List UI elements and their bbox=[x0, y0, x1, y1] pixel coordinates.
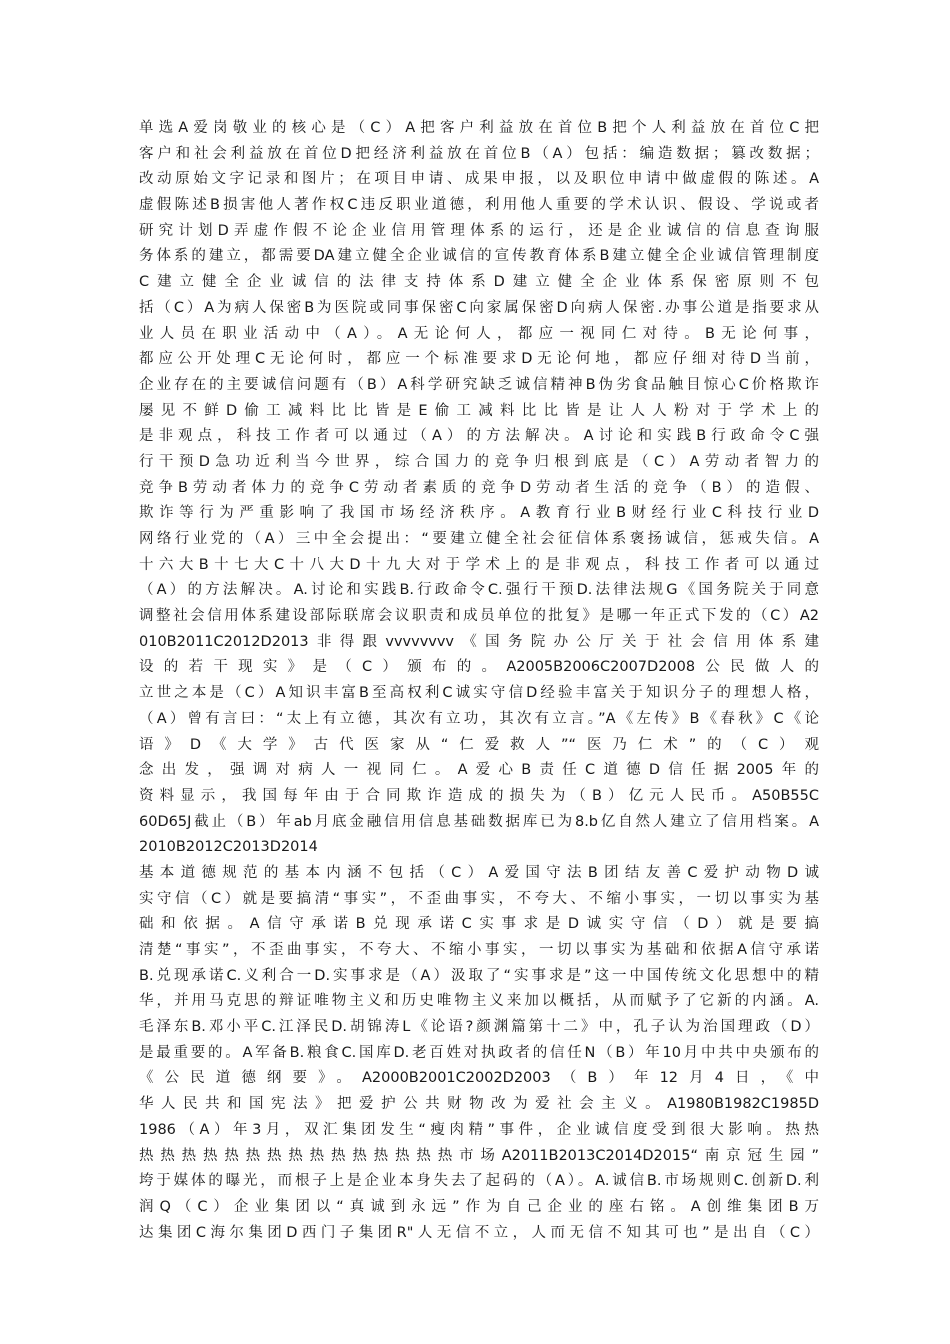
text-line: 华，并用马克思的辩证唯物主义和历史唯物主义来加以概括，从而赋予了它新的内涵。A. bbox=[139, 993, 819, 1010]
text-line: 达集团C海尔集团D西门子集团R"人无信不立，人而无信不知其可也”是出自（C） bbox=[139, 1224, 819, 1241]
text-line: 立世之本是（C）A知识丰富B至高权利C诚实守信D经验丰富关于知识分子的理想人格， bbox=[139, 685, 819, 702]
text-line: 单选A爱岗敬业的核心是（C）A把客户利益放在首位B把个人利益放在首位C把 bbox=[139, 120, 819, 136]
text-line: 是最重要的。A军备B.粮食C.国库D.老百姓对执政者的信任N（B）年10月中共中央颁布的 bbox=[139, 1044, 819, 1061]
text-line: 括（C）A为病人保密B为医院或同事保密C向家属保密D向病人保密.办事公道是指要求从 bbox=[139, 299, 819, 316]
text-line: 竞争B劳动者体力的竞争C劳动者素质的竞争D劳动者生活的竞争（B）的造假、 bbox=[139, 479, 819, 496]
text-line: 虚假陈述B损害他人著作权C违反职业道德，利用他人重要的学术认识、假设、学说或者 bbox=[139, 197, 819, 214]
text-line: 客户和社会利益放在首位D把经济利益放在首位B（A）包括：编造数据；篡改数据； bbox=[139, 145, 819, 162]
text-line: 都应公开处理C无论何时，都应一个标准要求D无论何地，都应仔细对待D当前， bbox=[139, 351, 819, 368]
text-line: 语》D《大学》古代医家从“仁爱救人”“医乃仁术”的（C）观 bbox=[139, 736, 819, 753]
text-line: 础和依据。A信守承诺B兑现承诺C实事求是D诚实守信（D）就是要搞 bbox=[139, 916, 819, 933]
text-line: 调整社会信用体系建设部际联席会议职责和成员单位的批复》是哪一年正式下发的（C）A2 bbox=[139, 608, 819, 625]
text-line: 网络行业党的（A）三中全会提出：“要建立健全社会征信体系褒扬诚信，惩戒失信。A bbox=[139, 531, 819, 547]
text-line: （A）的方法解决。A.讨论和实践B.行政命令C.强行干预D.法律法规G《国务院关于同意 bbox=[139, 582, 819, 599]
text-line: 清楚“事实”，不歪曲事实，不夸大、不缩小事实，一切以事实为基础和依据A信守承诺 bbox=[139, 942, 819, 958]
text-line: 润Q（C）企业集团以“真诚到永远”作为自己企业的座右铭。A创维集团B万 bbox=[139, 1198, 819, 1215]
text-line: 欺诈等行为严重影响了我国市场经济秩序。A教育行业B财经行业C科技行业D bbox=[139, 505, 819, 522]
text-line: 企业存在的主要诚信问题有（B）A科学研究缺乏诚信精神B伪劣食品触目惊心C价格欺诈 bbox=[139, 376, 819, 393]
text-line: C建立健全企业诚信的法律支持体系D建立健全企业体系保密原则不包 bbox=[139, 274, 819, 291]
text-line: 屡见不鲜D偷工减料比比皆是E偷工减料比比皆是让人人粉对于学术上的 bbox=[139, 402, 819, 419]
text-line: 60D65J截止（B）年ab月底金融信用信息基础数据库已为8.b亿自然人建立了信用档案。A bbox=[139, 813, 819, 830]
text-line: 热热热热热热热热热热热热热热热市场A2011B2013C2014D2015“南京冠生园” bbox=[139, 1147, 819, 1164]
text-line: 1986（A）年3月，双汇集团发生“瘦肉精”事件，企业诚信度受到很大影响。热热 bbox=[139, 1121, 819, 1138]
text-line: 业人员在职业活动中（A）。A无论何人，都应一视同仁对待。B无论何事， bbox=[139, 325, 819, 342]
text-line: 基本道德规范的基本内涵不包括（C）A爱国守法B团结友善C爱护动物D诚 bbox=[139, 864, 819, 881]
text-line: 是非观点，科技工作者可以通过（A）的方法解决。A讨论和实践B行政命令C强 bbox=[139, 428, 819, 445]
text-line: 务体系的建立，都需要DA建立健全企业诚信的宣传教育体系B建立健全企业诚信管理制度 bbox=[139, 248, 819, 265]
text-line: 念出发，强调对病人一视同仁。A爱心B责任C道德D信任据2005年的 bbox=[139, 762, 819, 779]
text-line: 研究计划D弄虚作假不论企业信用管理体系的运行，还是企业诚信的信息查询服 bbox=[139, 222, 819, 239]
text-line: 《公民道德纲要》。A2000B2001C2002D2003（B）年12月4日，《中 bbox=[139, 1070, 819, 1087]
text-line: 毛泽东B.邓小平C.江泽民D.胡锦涛L《论语?颜渊篇第十二》中，孔子认为治国理政（D） bbox=[139, 1019, 819, 1036]
text-line: 设的若干现实》是（C）颁布的。A2005B2006C2007D2008公民做人的 bbox=[139, 659, 819, 676]
text-line: B.兑现承诺C.义利合一D.实事求是（A）汲取了“实事求是”这一中国传统文化思想中的精 bbox=[139, 967, 819, 984]
text-line: 华人民共和国宪法》把爱护公共财物改为爱社会主义。A1980B1982C1985D bbox=[139, 1096, 819, 1113]
text-line: 2010B2012C2013D2014 bbox=[139, 839, 318, 856]
text-line: 十六大B十七大C十八大D十九大对于学术上的是非观点，科技工作者可以通过 bbox=[139, 556, 819, 573]
text-line: 垮于媒体的曝光，而根子上是企业本身失去了起码的（A）。A.诚信B.市场规则C.创新D.利 bbox=[139, 1173, 819, 1190]
text-line: （A）曾有言曰：“太上有立德，其次有立功，其次有立言。”A《左传》B《春秋》C《论 bbox=[139, 710, 819, 727]
text-line: 实守信（C）就是要搞清“事实”，不歪曲事实，不夸大、不缩小事实，一切以事实为基 bbox=[139, 890, 819, 907]
text-line: 010B2011C2012D2013非得跟vvvvvvvv《国务院办公厅关于社会信用体系建 bbox=[139, 633, 819, 650]
text-line: 行干预D急功近利当今世界，综合国力的竞争归根到底是（C）A劳动者智力的 bbox=[139, 453, 819, 470]
document-body bbox=[139, 116, 819, 1246]
text-line: 资料显示，我国每年由于合同欺诈造成的损失为（B）亿元人民币。A50B55C bbox=[139, 787, 819, 804]
text-line: 改动原始文字记录和图片；在项目申请、成果申报，以及职位申请中做虚假的陈述。A bbox=[139, 171, 819, 188]
